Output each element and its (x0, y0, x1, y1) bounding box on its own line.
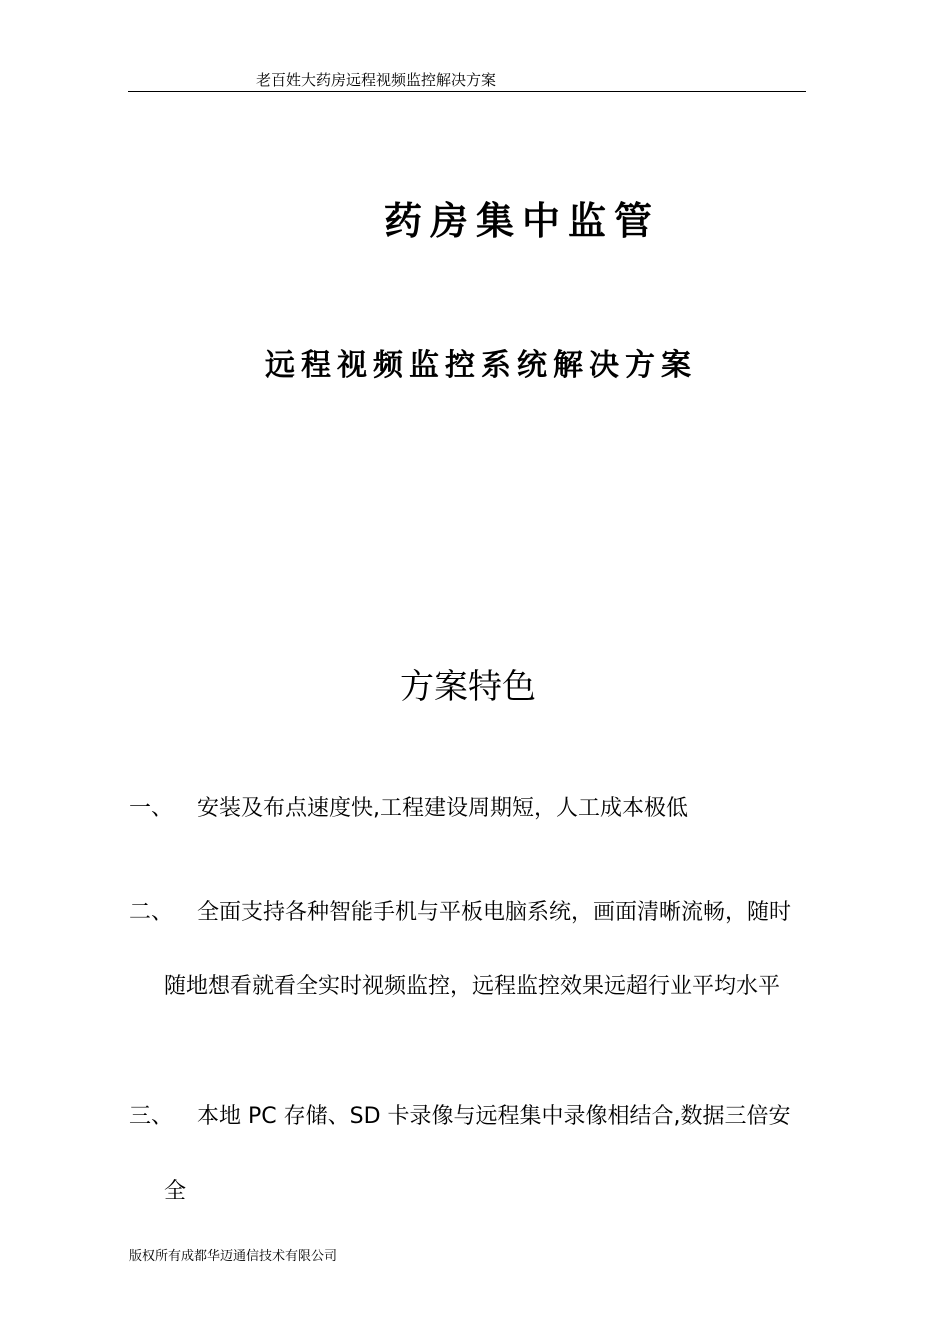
page-footer-copyright: 版权所有成都华迈通信技术有限公司 (129, 1249, 338, 1264)
feature-text-line: 本地 PC 存储、SD 卡录像与远程集中录像相结合,数据三倍安 (197, 1104, 791, 1129)
header-title: 老百姓大药房远程视频监控解决方案 (256, 71, 497, 89)
feature-text-line: 随地想看就看全实时视频监控，远程监控效果远超行业平均水平 (164, 974, 781, 999)
feature-number: 二、 (129, 900, 174, 925)
section-heading: 方案特色 (400, 667, 536, 707)
document-title: 药房集中监管 (383, 198, 660, 243)
feature-text-line: 全 (164, 1179, 187, 1204)
feature-text-line: 安装及布点速度快,工程建设周期短，人工成本极低 (197, 796, 688, 821)
header-divider (128, 91, 806, 92)
feature-number: 一、 (129, 796, 174, 821)
feature-number: 三、 (129, 1104, 174, 1129)
document-subtitle: 远程视频监控系统解决方案 (265, 348, 697, 383)
feature-text-line: 全面支持各种智能手机与平板电脑系统，画面清晰流畅，随时 (197, 900, 792, 925)
